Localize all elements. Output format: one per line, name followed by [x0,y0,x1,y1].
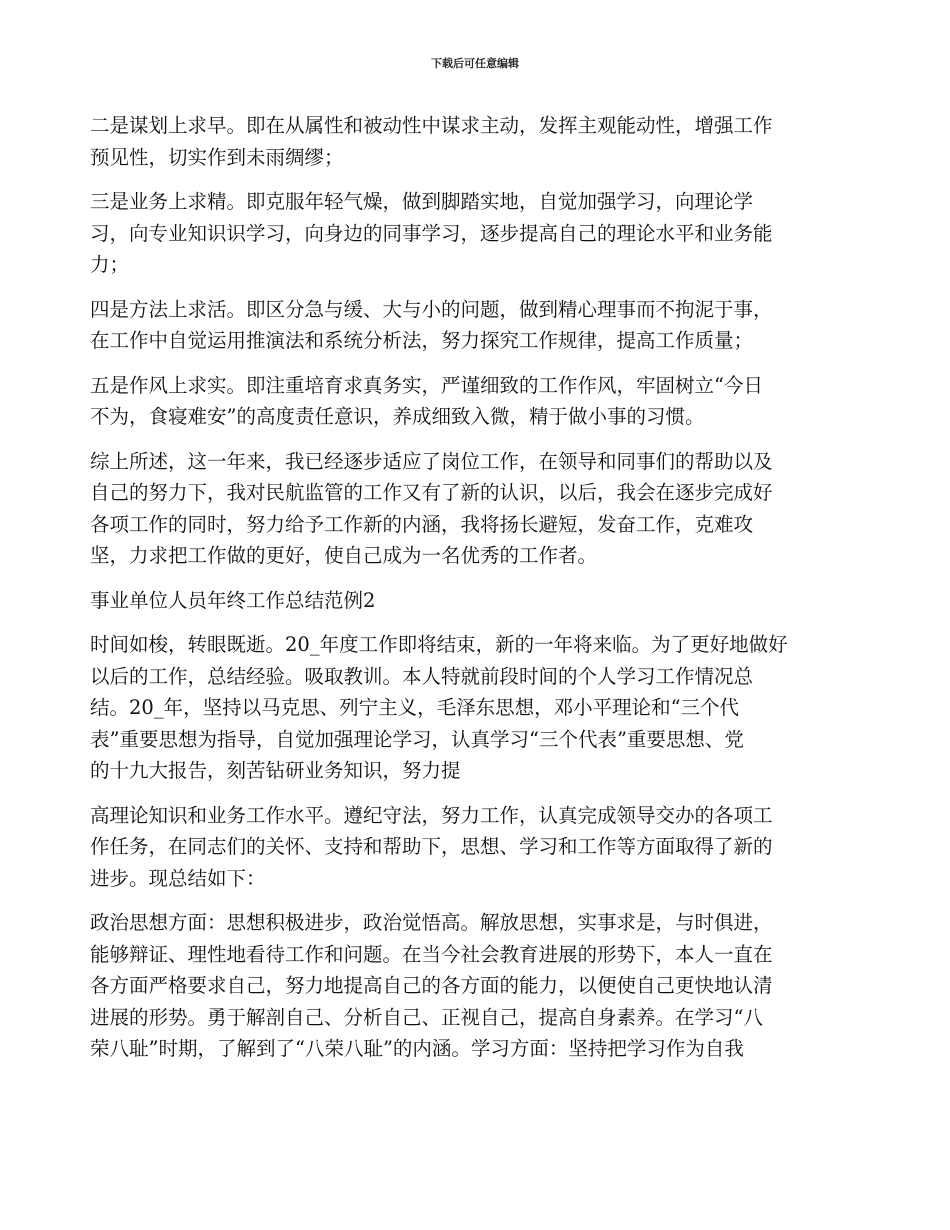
text-line: 能够辩证、理性地看待工作和问题。在当今社会教育进展的形势下，本人一直在 [90,942,773,966]
paragraph-method [90,294,865,357]
text-line: 在工作中自觉运用推演法和系统分析法，努力探究工作规律，提高工作质量； [90,329,754,352]
text-line: 力； [90,253,130,276]
text-line: 各项工作的同时，努力给予工作新的内涵，我将扬长避短，发奋工作，克难攻 [90,512,754,536]
text-line: 二是谋划上求早。即在从属性和被动性中谋求主动，发挥主观能动性，增强工作 [90,114,773,137]
text-line: 作任务，在同志们的关怀、支持和帮助下，思想、学习和工作等方面取得了新的 [90,835,773,858]
text-line: 五是作风上求实。即注重培育求真务实，严谨细致的工作作风，牢固树立“今日 [90,373,763,397]
text-line: 的十九大报告，刻苦钻研业务知识，努力提 [90,759,461,782]
paragraph-style [90,370,865,433]
paragraph-work-level [90,800,865,895]
text-line: 时间如梭，转眼既逝。20_年度工作即将结束，新的一年将来临。为了更好地做好 [90,633,788,656]
text-line: 预见性，切实作到未雨绸缪； [90,145,344,169]
text-line: 四是方法上求活。即区分急与缓、大与小的问题，做到精心理事而不拘泥于事， [90,297,773,321]
paragraph-business [90,186,865,281]
text-line: 不为，食寝难安”的高度责任意识，养成细致入微，精于做小事的习惯。 [90,405,705,428]
text-line: 各方面严格要求自己，努力地提高自己的各方面的能力，以便使自己更快地认清 [90,974,773,997]
page-header: 下载后可任意编辑 [431,57,519,70]
paragraph-planning [90,110,865,173]
text-line: 进展的形势。勇于解剖自己、分析自己、正视自己，提高自身素养。在学习“八 [90,1005,763,1029]
paragraph-intro [90,629,865,787]
text-line: 政治思想方面：思想积极进步，政治觉悟高。解放思想，实事求是，与时俱进， [90,911,773,934]
text-line: 习，向专业知识识学习，向身边的同事学习，逐步提高自己的理论水平和业务能 [90,221,773,245]
paragraph-summary [90,446,865,572]
text-line: 高理论知识和业务工作水平。遵纪守法，努力工作，认真完成领导交办的各项工 [90,803,773,827]
text-line: 以后的工作，总结经验。吸取教训。本人特就前段时间的个人学习工作情况总 [90,664,754,688]
paragraph-political [90,907,865,1065]
document-body [90,110,865,1078]
text-line: 三是业务上求精。即克服年轻气燥，做到脚踏实地，自觉加强学习，向理论学 [90,190,754,213]
text-line: 综上所述，这一年来，我已经逐步适应了岗位工作，在领导和同事们的帮助以及 [90,449,773,473]
text-line: 进步。现总结如下： [90,866,266,890]
section-heading: 事业单位人员年终工作总结范例2 [90,588,376,612]
text-line: 自己的努力下，我对民航监管的工作又有了新的认识，以后，我会在逐步完成好 [90,481,773,504]
text-line: 坚，力求把工作做的更好，使自己成为一名优秀的工作者。 [90,544,598,567]
text-line: 荣八耻”时期，了解到了“八荣八耻”的内涵。学习方面：坚持把学习作为自我 [90,1037,744,1060]
text-line: 结。20_年，坚持以马克思、列宁主义，毛泽东思想，邓小平理论和“三个代 [90,696,740,719]
text-line: 表”重要思想为指导，自觉加强理论学习，认真学习“三个代表”重要思想、党 [90,727,744,751]
